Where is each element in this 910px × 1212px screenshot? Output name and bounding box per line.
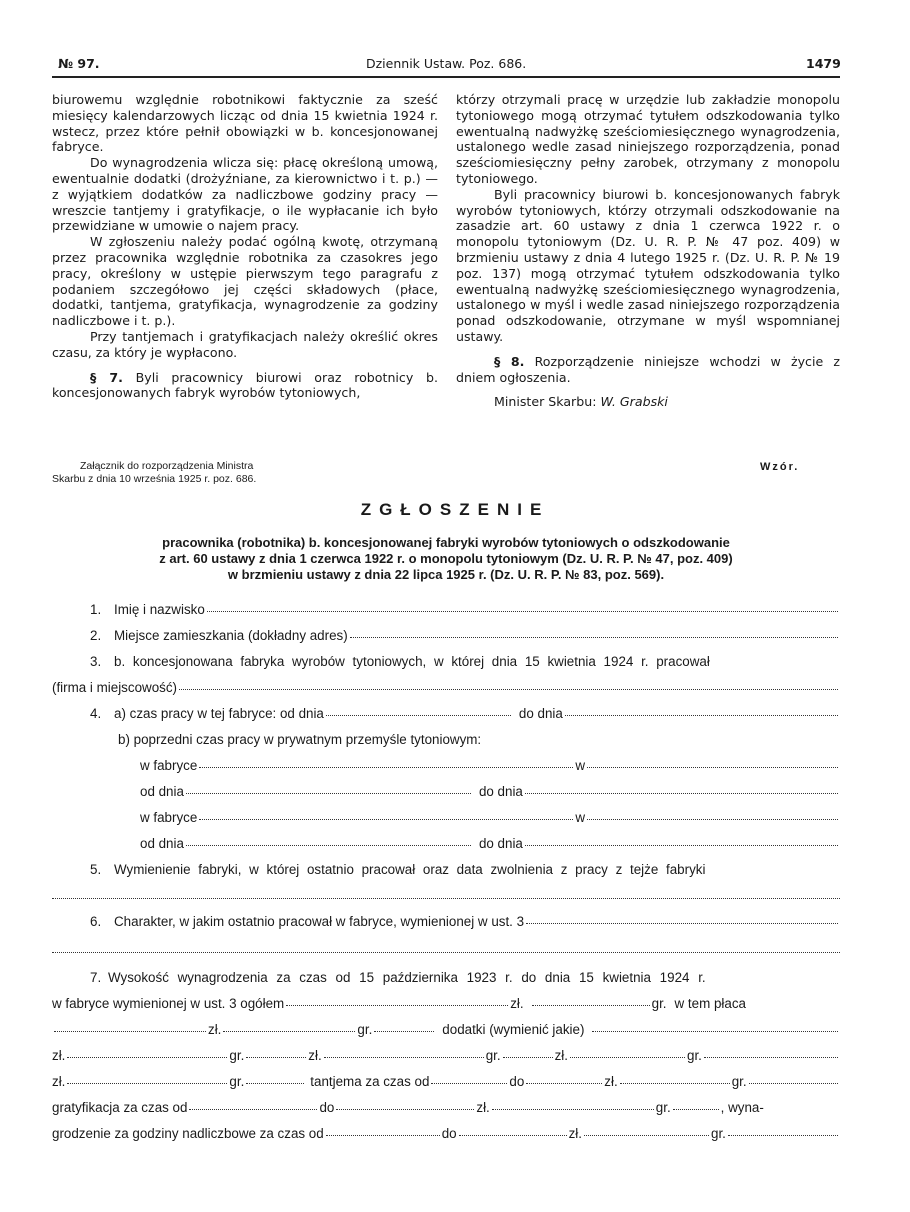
field-label: do dnia bbox=[478, 784, 523, 799]
zl-label: zł. bbox=[476, 1100, 490, 1115]
salary-overtime bbox=[52, 1126, 840, 1141]
prev-to-1-input[interactable] bbox=[525, 793, 838, 794]
gr-label: gr. bbox=[485, 1048, 501, 1063]
subtitle-line-2: z art. 60 ustawy z dnia 1 czerwca 1922 r. o monopolu tytoniowym (Dz. U. R. P. № 47, poz. 409) bbox=[159, 551, 733, 566]
wage-zl-input[interactable] bbox=[54, 1031, 206, 1032]
bonus-zl-input[interactable] bbox=[492, 1109, 654, 1110]
field-address bbox=[90, 628, 840, 643]
gr-label: gr. bbox=[711, 1126, 726, 1141]
overtime-from-input[interactable] bbox=[326, 1135, 440, 1136]
page-number: 1479 bbox=[806, 56, 841, 71]
prev-factory-1-input[interactable] bbox=[199, 767, 573, 768]
salary-bonus bbox=[52, 1100, 840, 1115]
field-label: (firma i miejscowość) bbox=[52, 680, 177, 695]
overtime-zl-input[interactable] bbox=[584, 1135, 709, 1136]
field-label: w fabryce wymienionej w ust. 3 ogółem bbox=[52, 996, 285, 1011]
field-factory-cont bbox=[52, 680, 840, 695]
zl-label: zł. bbox=[52, 1048, 66, 1063]
field-label: do bbox=[509, 1074, 525, 1089]
prev-factory-2-place-input[interactable] bbox=[587, 819, 838, 820]
gr-label: gr. bbox=[651, 996, 667, 1011]
salary-allowances bbox=[52, 1048, 840, 1063]
field-factory bbox=[90, 654, 840, 669]
salary-tantjema bbox=[52, 1074, 840, 1089]
prev-period-1 bbox=[140, 784, 840, 799]
zl-label: zł. bbox=[52, 1074, 66, 1089]
tant-pre-zl-input[interactable] bbox=[67, 1083, 227, 1084]
zl-label: zł. bbox=[510, 996, 524, 1011]
gr-label: gr. bbox=[687, 1048, 702, 1063]
allow-2-gr-input[interactable] bbox=[503, 1057, 553, 1058]
item-number: 4. bbox=[90, 706, 102, 721]
item-number: 2. bbox=[90, 628, 102, 643]
field-label: gratyfikacja za czas od bbox=[52, 1100, 188, 1115]
salary-total bbox=[52, 996, 840, 1011]
field-previous-work bbox=[118, 732, 840, 747]
bonus-from-input[interactable] bbox=[189, 1109, 317, 1110]
field-label: w bbox=[575, 758, 585, 773]
field-label: do bbox=[319, 1100, 335, 1115]
allow-2-zl-input[interactable] bbox=[324, 1057, 484, 1058]
item-number: 3. bbox=[90, 654, 102, 669]
total-zl-input[interactable] bbox=[286, 1005, 508, 1006]
field-label: w bbox=[575, 810, 585, 825]
annex-line-1: Załącznik do rozporządzenia Ministra bbox=[80, 460, 254, 472]
zl-label: zł. bbox=[604, 1074, 618, 1089]
form-body bbox=[52, 0, 840, 1212]
bonus-gr-input[interactable] bbox=[673, 1109, 719, 1110]
prev-factory-1 bbox=[140, 758, 840, 773]
wage-gr-input[interactable] bbox=[223, 1031, 355, 1032]
field-label: Wymienienie fabryki, w której ostatnio pracował oraz data zwolnienia z pracy z tejże fabryki bbox=[114, 862, 706, 877]
allow-1-zl-input[interactable] bbox=[67, 1057, 227, 1058]
tantjema-from-input[interactable] bbox=[431, 1083, 507, 1084]
signature-name: W. Grabski bbox=[600, 394, 668, 410]
field-label: Charakter, w jakim ostatnio pracował w fabryce, wymienionej w ust. 3 bbox=[114, 914, 525, 929]
salary-wage bbox=[52, 1022, 840, 1037]
field-last-factory bbox=[90, 862, 840, 877]
field-label: do dnia bbox=[478, 836, 523, 851]
journal-title: Dziennik Ustaw. Poz. 686. bbox=[366, 56, 527, 71]
section-7-text: Byli pracownicy biurowi oraz robotnicy b. koncesjonowanych fabryk wyrobów tytoniowych, bbox=[52, 369, 438, 401]
gr-label: gr. bbox=[229, 1048, 245, 1063]
tant-pre-gr-input[interactable] bbox=[246, 1083, 304, 1084]
work-from-input[interactable] bbox=[326, 715, 511, 716]
gr-label: gr. bbox=[655, 1100, 671, 1115]
item-number: 7. bbox=[90, 970, 102, 985]
field-label: w fabryce bbox=[140, 758, 198, 773]
zl-label: zł. bbox=[208, 1022, 222, 1037]
field-label: do dnia bbox=[518, 706, 563, 721]
allow-3-zl-input[interactable] bbox=[570, 1057, 685, 1058]
zl-label: zł. bbox=[554, 1048, 568, 1063]
field-label: do bbox=[441, 1126, 457, 1141]
field-name bbox=[90, 602, 840, 617]
prev-from-1-input[interactable] bbox=[186, 793, 471, 794]
field-label: grodzenie za godziny nadliczbowe za czas od bbox=[52, 1126, 324, 1141]
subtitle-line-1: pracownika (robotnika) b. koncesjonowanej fabryki wyrobów tytoniowych o odszkodowanie bbox=[162, 535, 730, 550]
prev-period-2 bbox=[140, 836, 840, 851]
field-label: Miejsce zamieszkania (dokładny adres) bbox=[114, 628, 348, 643]
gr-label: gr. bbox=[731, 1074, 747, 1089]
factory-input[interactable] bbox=[179, 689, 838, 690]
field-salary bbox=[90, 970, 840, 985]
tantjema-to-input[interactable] bbox=[526, 1083, 602, 1084]
field-label: dodatki (wymienić jakie) bbox=[442, 1022, 585, 1037]
section-7-label: § 7. bbox=[90, 369, 123, 385]
gr-label: gr. bbox=[357, 1022, 373, 1037]
field-work-period bbox=[90, 706, 840, 721]
last-factory-input[interactable] bbox=[52, 898, 840, 899]
overtime-to-input[interactable] bbox=[459, 1135, 567, 1136]
left-paragraph-1: biurowemu względnie robotnikowi faktycznie za sześć miesięcy kalendarzowych licząc od dnia 15 kwietnia 1924 r. wstecz, przez które pełnił obowiązki w b. koncesjonowanej fabryce. bbox=[52, 92, 438, 155]
section-8-label: § 8. bbox=[494, 353, 525, 369]
left-paragraph-2: Do wynagrodzenia wlicza się: płacę określoną umową, ewentualnie dodatki (drożyźniane, za kierownictwo i t. p.) — z wyjątkiem dodatków za nadliczbowe godziny pracy — wreszcie tantjemy i gratyfikacje, o ile wypłacanie ich było przewidziane w umowie o najem pracy. bbox=[52, 155, 438, 234]
tantjema-zl-input[interactable] bbox=[620, 1083, 730, 1084]
field-label: a) czas pracy w tej fabryce: od dnia bbox=[114, 706, 324, 721]
total-gr-input[interactable] bbox=[532, 1005, 650, 1006]
item-number: 6. bbox=[90, 914, 102, 929]
allow-1-gr-input[interactable] bbox=[246, 1057, 306, 1058]
field-label: tantjema za czas od bbox=[310, 1074, 430, 1089]
section-8-text: Rozporządzenie niniejsze wchodzi w życie z dniem ogłoszenia. bbox=[456, 353, 840, 385]
left-paragraph-3: W zgłoszeniu należy podać ogólną kwotę, otrzymaną przez pracownika względnie robotnika za czasokres jego pracy, określony w ustępie pierwszym tego paragrafu z podaniem szczegółowo jej części składowych (płace, dodatki, tantjema, gratyfikacja, wynagrodzenie za godziny nadliczbowe i t. p.). bbox=[52, 234, 438, 329]
bonus-to-input[interactable] bbox=[336, 1109, 474, 1110]
field-label: Imię i nazwisko bbox=[114, 602, 205, 617]
gr-label: gr. bbox=[229, 1074, 245, 1089]
field-label: w tem płaca bbox=[674, 996, 746, 1011]
field-label: b) poprzedni czas pracy w prywatnym przemyśle tytoniowym: bbox=[118, 732, 482, 747]
position-input-cont[interactable] bbox=[52, 952, 840, 953]
left-paragraph-4: Przy tantjemach i gratyfikacjach należy określić okres czasu, za który je wypłacono. bbox=[52, 328, 438, 360]
right-paragraph-1: którzy otrzymali pracę w urzędzie lub zakładzie monopolu tytoniowego mogą otrzymać tytułem odszkodowania tylko ewentualną nadwyżkę sześciomiesięcznego wynagrodzenia, ustalonego wedle zasad niniejszego rozporządzenia, ponad sześciomiesięczny pełny zarobek, otrzymany z monopolu tytoniowego. bbox=[456, 92, 840, 186]
signature-label: Minister Skarbu: bbox=[494, 394, 597, 410]
name-input[interactable] bbox=[207, 611, 838, 612]
field-label: , wyna- bbox=[720, 1100, 764, 1115]
item-number: 5. bbox=[90, 862, 102, 877]
subtitle-line-3: w brzmieniu ustawy z dnia 22 lipca 1925 r. (Dz. U. R. P. № 83, poz. 569). bbox=[227, 567, 665, 582]
right-paragraph-2: Byli pracownicy biurowi b. koncesjonowanych fabryk wyrobów tytoniowych, którzy otrzymali odszkodowanie na zasadzie art. 60 ustawy z dnia 1 czerwca 1922 r. o monopolu tytoniowym (Dz. U. R. P. № 47 poz. 409) w brzmieniu ustawy z dnia 4 lutego 1925 r. (Dz. U. R. P. № 19 poz. 137) mogą otrzymać tytułem odszkodowania tylko ewentualną nadwyżkę sześciomiesięcznego wynagrodzenia, ustalonego w myśl i wedle zasad niniejszego rozporządzenia ponad odszkodowanie, otrzymane w myśl wspomnianej ustawy. bbox=[456, 186, 840, 344]
prev-factory-2 bbox=[140, 810, 840, 825]
annex-line-2: Skarbu z dnia 10 września 1925 r. poz. 686. bbox=[52, 473, 257, 485]
zl-label: zł. bbox=[308, 1048, 322, 1063]
position-input[interactable] bbox=[526, 923, 838, 924]
field-label: Wysokość wynagrodzenia za czas od 15 października 1923 r. do dnia 15 kwietnia 1924 r. bbox=[108, 970, 706, 985]
wzor-label: Wzór. bbox=[760, 461, 800, 473]
prev-from-2-input[interactable] bbox=[186, 845, 471, 846]
field-label: w fabryce bbox=[140, 810, 198, 825]
wage-extra-input[interactable] bbox=[374, 1031, 434, 1032]
tantjema-gr-input[interactable] bbox=[749, 1083, 838, 1084]
allowances-input[interactable] bbox=[592, 1031, 838, 1032]
item-number: 1. bbox=[90, 602, 102, 617]
prev-factory-2-input[interactable] bbox=[199, 819, 573, 820]
form-title: ZGŁOSZENIE bbox=[360, 500, 550, 519]
overtime-gr-input[interactable] bbox=[728, 1135, 838, 1136]
field-label: od dnia bbox=[140, 836, 184, 851]
allow-3-gr-input[interactable] bbox=[704, 1057, 838, 1058]
issue-number: № 97. bbox=[58, 56, 100, 71]
work-to-input[interactable] bbox=[565, 715, 838, 716]
prev-to-2-input[interactable] bbox=[525, 845, 838, 846]
address-input[interactable] bbox=[350, 637, 838, 638]
field-label: od dnia bbox=[140, 784, 184, 799]
field-position bbox=[90, 914, 840, 929]
field-label: b. koncesjonowana fabryka wyrobów tytoniowych, w której dnia 15 kwietnia 1924 r. pracował bbox=[114, 654, 710, 669]
prev-factory-1-place-input[interactable] bbox=[587, 767, 838, 768]
zl-label: zł. bbox=[568, 1126, 583, 1141]
